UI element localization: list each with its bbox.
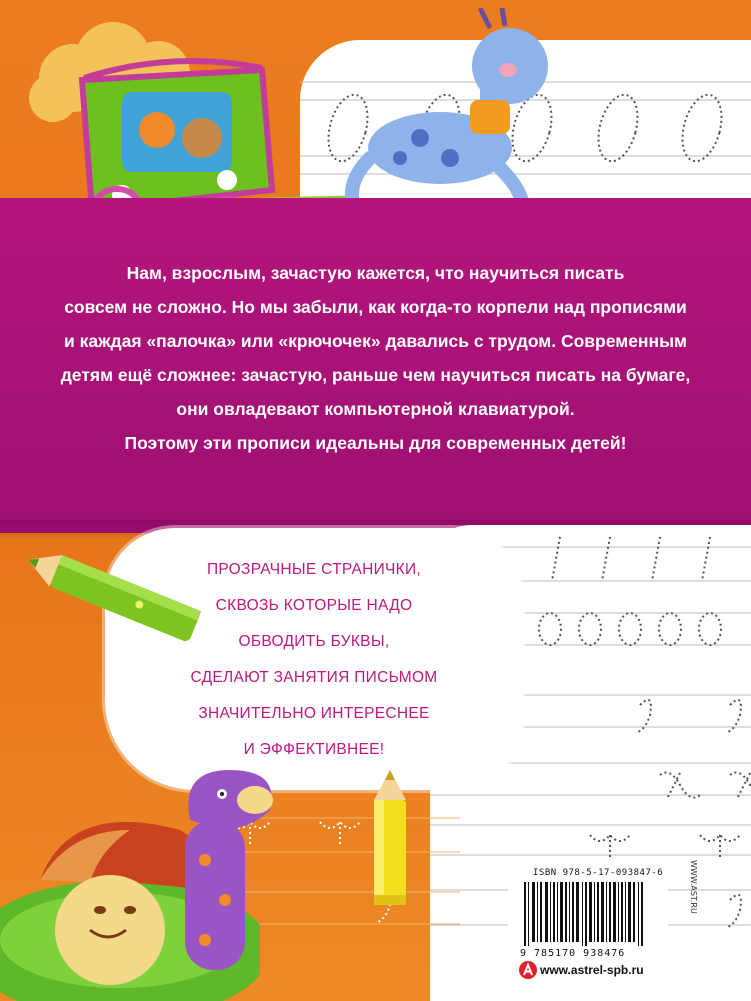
isbn-text: ISBN 978-5-17-093847-6 (533, 868, 664, 878)
publisher-url[interactable]: www.astrel-spb.ru (540, 963, 644, 977)
callout-line: ЗНАЧИТЕЛЬНО ИНТЕРЕСНЕЕ (198, 705, 430, 722)
intro-line: детям ещё сложнее: зачастую, раньше чем научиться писать на бумаге, (60, 365, 691, 385)
intro-line: совсем не сложно. Но мы забыли, как когда-то корпели над прописями (64, 297, 687, 317)
pencil-yellow-icon (360, 770, 420, 920)
intro-line: они овладевают компьютерной клавиатурой. (176, 399, 575, 419)
intro-line: и каждая «палочка» или «крючочек» давались с трудом. Современным (64, 331, 687, 351)
callout-line: ОБВОДИТЬ БУКВЫ, (238, 633, 390, 650)
callout-line: И ЭФФЕКТИВНЕЕ! (243, 741, 385, 758)
callout-line: СДЕЛАЮТ ЗАНЯТИЯ ПИСЬМОМ (190, 669, 438, 686)
barcode-bars (520, 882, 660, 946)
callout-line: ПРОЗРАЧНЫЕ СТРАНИЧКИ, (206, 561, 422, 578)
intro-line: Поэтому эти прописи идеальны для современных детей! (124, 433, 627, 453)
barcode-digits: 9 785170 938476 (520, 948, 626, 959)
pencil-green-icon (20, 548, 210, 648)
dino-illustration (150, 760, 290, 990)
callout-line: СКВОЗЬ КОТОРЫЕ НАДО (215, 597, 413, 614)
publisher-logo-icon (518, 960, 538, 980)
intro-line: Нам, взрослым, зачастую кажется, что научиться писать (126, 263, 625, 283)
intro-text (40, 256, 711, 460)
site-vertical-text: WWW.AST.RU (689, 860, 698, 914)
